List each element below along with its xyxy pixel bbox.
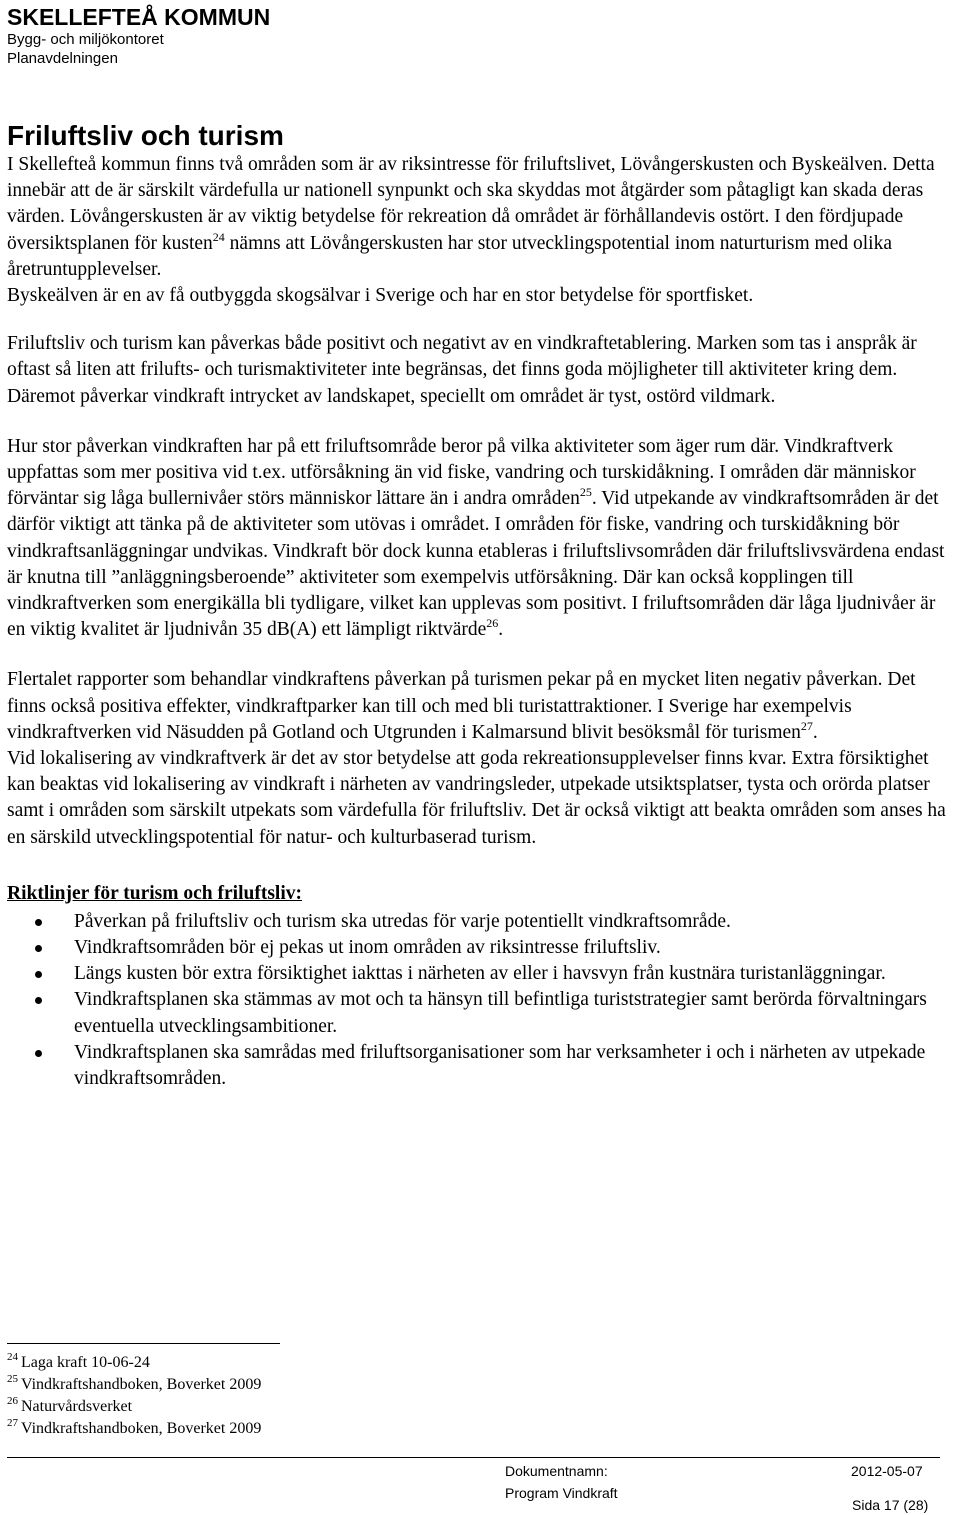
footnote: $^{25}$ Vindkraftshandboken, Boverket 2009 <box>7 1373 262 1393</box>
list-item: Vindkraftsområden bör ej pekas ut inom områden av riksintresse friluftsliv. <box>7 935 947 961</box>
footnote: $^{27}$ Vindkraftshandboken, Boverket 2009 <box>7 1417 262 1437</box>
section-title: Friluftsliv och turism <box>7 120 284 151</box>
bullet-icon <box>35 971 42 978</box>
footnote-ref-25: 25 <box>579 485 592 500</box>
bullet-icon <box>35 997 42 1004</box>
paragraph-rapporter: Flertalet rapporter som behandlar vindkraftens påverkan på turismen pekar på en mycket liten negativ påverkan. Det finns också positiva effekter, vindkraftparker kan till och med bli turistattraktioner. I Sverige har exempelvis vindkraftverken vid Näsudden på Gotland och Utgrunden i Kalmarsund blivit besöksmål för turismen$^{27}$. <box>7 669 916 743</box>
list-item: Längs kusten bör extra försiktighet iakttas i närheten av eller i havsvyn från kustnära turistanläggningar. <box>7 961 947 987</box>
list-item: Påverkan på friluftsliv och turism ska utredas för varje potentiellt vindkraftsområde. <box>7 909 947 935</box>
footnote: $^{26}$ Naturvårdsverket <box>7 1395 133 1415</box>
footnote-ref-24: 24 <box>212 229 225 244</box>
bullet-icon <box>35 919 42 926</box>
paragraph-paverkan: Friluftsliv och turism kan påverkas både positivt och negativt av en vindkraftetablering. Marken som tas i anspråk är oftast så liten att frilufts- och turismaktiviteter inte begränsas, det finns goda möjligheter till aktiviteter kring dem. Däremot påverkar vindkraft intrycket av landskapet, speciellt om området är tyst, ostörd vildmark. <box>7 333 917 407</box>
paragraph-byskealven: Byskeälven är en av få outbyggda skogsälvar i Sverige och har en stor betydelse för sportfisket. <box>7 285 754 307</box>
document-label: Dokumentnamn: <box>505 1463 608 1479</box>
footer-date: 2012-05-07 <box>851 1463 923 1479</box>
footnote: $^{24}$ Laga kraft 10-06-24 <box>7 1351 150 1371</box>
list-item: Vindkraftsplanen ska stämmas av mot och ta hänsyn till befintliga turiststrategier samt berörda förvaltningars eventuella utvecklingsambitioner. <box>7 987 947 1039</box>
org-name: SKELLEFTEÅ KOMMUN <box>7 4 271 30</box>
document-name: Program Vindkraft <box>505 1485 618 1501</box>
footnote-ref-27: 27 <box>800 718 813 733</box>
paragraph-aktiviteter: Hur stor påverkan vindkraften har på ett friluftsområde beror på vilka aktiviteter som äger rum där. Vindkraftverk uppfattas som mer positiva vid t.ex. utförsåkning än vid fiske, vandring och turskidåkning. I områden där människor förväntar sig låga bullernivåer störs människor lättare än i andra områden$^{25}$. Vid utpekande av vindkraftsområden är det därför viktigt att tänka på de aktiviteter som utövas i området. I områden för fiske, vandring och turskidåkning bör vindkraftsanläggningar undvikas. Vindkraft bör dock kunna etableras i friluftslivsområden där friluftslivsvärdena endast är knutna till ”anläggningsberoende” aktiviteter som exempelvis utförsåkning. Där kan också kopplingen till vindkraftverken som energikälla bli tydligare, vilket kan upplevas som positivt. I friluftsområden där låga ljudnivåer är en viktig kvalitet är ljudnivån 35 dB(A) ett lämpligt riktvärde$^{26}$. <box>7 435 945 641</box>
footnote-divider <box>7 1343 280 1344</box>
division-name: Planavdelningen <box>7 50 118 67</box>
footer-divider <box>7 1457 940 1458</box>
bullet-icon <box>35 945 42 952</box>
document-body <box>7 120 947 1092</box>
department-name: Bygg- och miljökontoret <box>7 31 164 48</box>
footer-document <box>505 1460 618 1504</box>
list-item: Vindkraftsplanen ska samrådas med friluftsorganisationer som har verksamheter i och i närheten av utpekade vindkraftsområden. <box>7 1040 947 1092</box>
bullet-icon <box>35 1050 42 1057</box>
document-header <box>7 5 270 68</box>
footnote-ref-26: 26 <box>486 616 499 631</box>
paragraph-riksintresse: I Skellefteå kommun finns två områden som är av riksintresse för friluftslivet, Lövångerskusten och Byskeälven. Detta innebär att de är särskilt värdefulla ur nationell synpunkt och ska skyddas mot åtgärder som påtagligt kan skada deras värden. Lövångerskusten är av viktig betydelse för rekreation då området är förhållandevis ostört. I den fördjupade översiktsplanen för kusten$^{24}$ nämns att Lövångerskusten har stor utvecklingspotential inom naturturism med olika åretruntupplevelser. <box>7 154 935 280</box>
page-number: Sida 17 (28) <box>852 1497 929 1513</box>
paragraph-lokalisering: Vid lokalisering av vindkraftverk är det av stor betydelse att goda rekreationsupplevelser finns kvar. Extra försiktighet kan beaktas vid lokalisering av vindkraft i närheten av vandringsleder, utpekade utsiktsplatser, tysta och orörda platser samt i områden som särskilt utpekats som värdefulla för friluftsliv. Det är också viktigt att beakta områden som anses ha en särskild utvecklingspotential för natur- och kulturbaserad turism. <box>7 748 946 848</box>
guidelines-list <box>7 909 947 1092</box>
guidelines-heading: Riktlinjer för turism och friluftsliv: <box>7 882 302 904</box>
footnotes <box>7 1352 261 1440</box>
